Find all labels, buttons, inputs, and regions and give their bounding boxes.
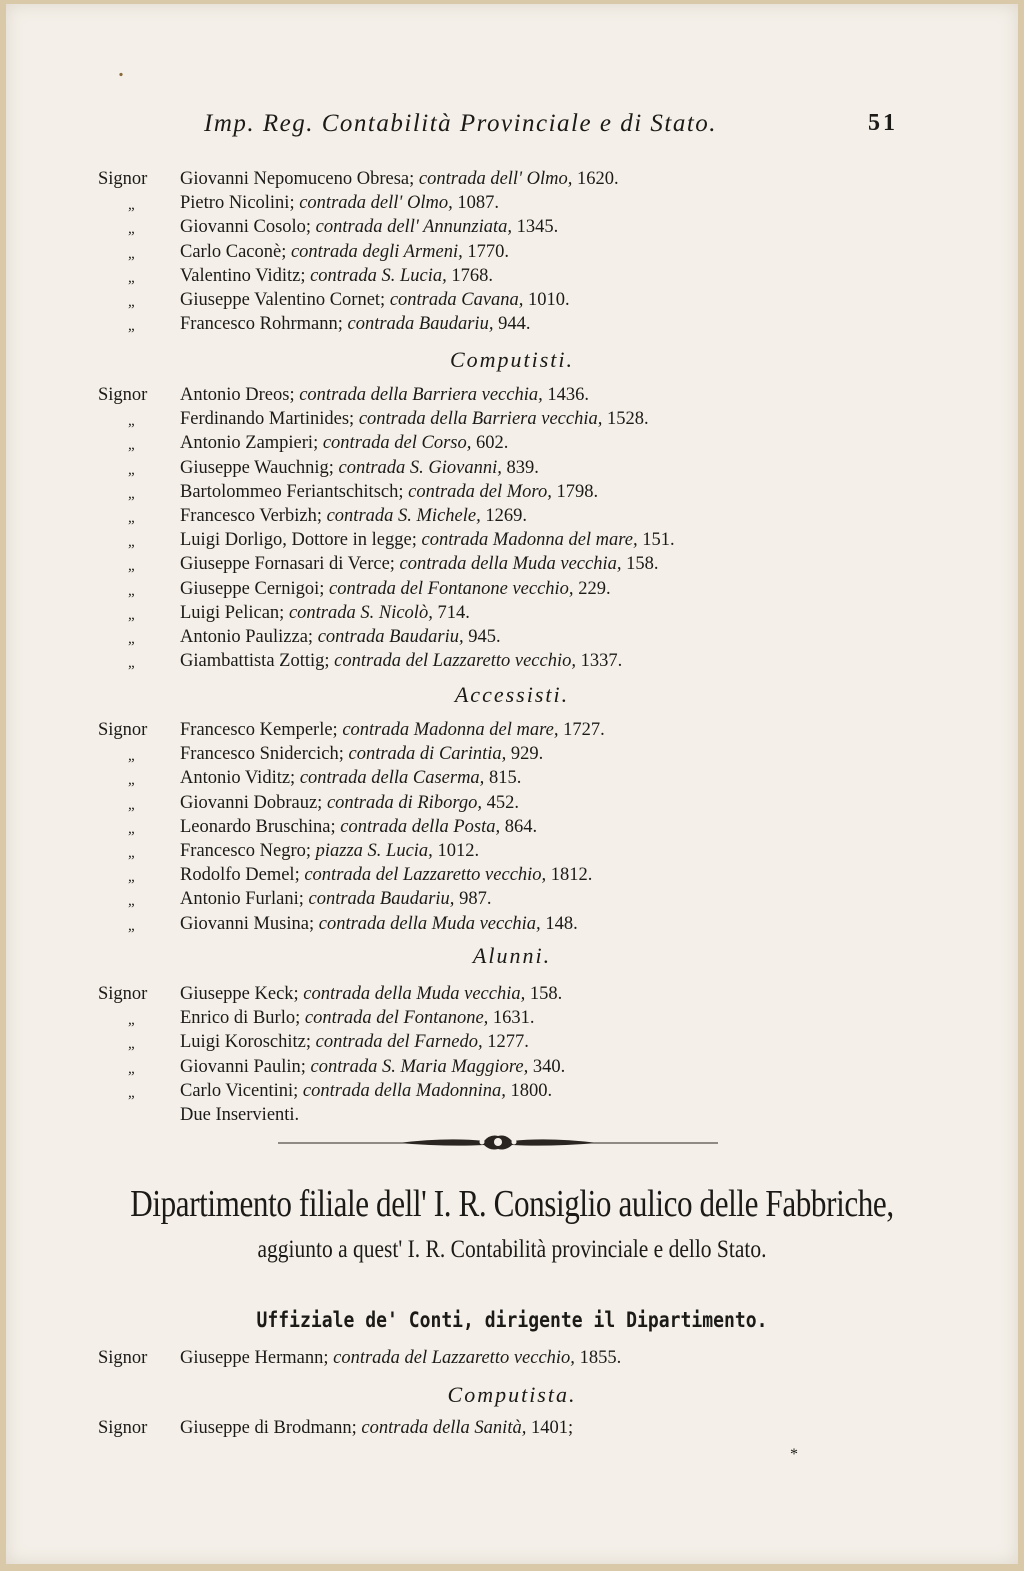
section-title: Computisti. [449,347,575,372]
address: contrada della Madonnina, [302,1080,511,1101]
address: contrada Baudariu, [347,314,499,335]
address: piazza S. Lucia, [315,841,438,861]
house-number: 1345. [516,217,559,238]
address: contrada del Moro, [408,481,557,502]
house-number: 1727. [563,720,605,740]
row-prefix: „ [128,606,135,623]
house-number: 1768. [451,265,494,286]
ink-mark: • [115,67,126,84]
address: contrada dell' Annunziata, [315,217,517,238]
house-number: 839. [506,457,539,478]
address: contrada di Carintia, [348,744,511,765]
row-prefix: „ [128,631,135,647]
section-title: Accessisti. [454,682,570,707]
row-prefix: „ [128,1012,135,1029]
row-prefix: „ [128,1084,135,1101]
address: contrada della Caserma, [299,768,489,789]
person-name: Rodolfo Demel; [180,865,305,886]
house-number: 815. [488,768,522,789]
department-subtitle: aggiunto a quest' I. R. Contabilità provinciale e dello Stato. [257,1236,767,1263]
address: contrada del Lazzaretto vecchio, [334,651,581,672]
person-name: Antonio Dreos; [180,385,300,405]
house-number: 158. [626,554,659,575]
row-prefix: „ [128,485,135,502]
person-name: Francesco Kemperle; [180,720,343,740]
header-title: Imp. Reg. Contabilità Provinciale e di Stato. [204,110,718,137]
row-prefix: „ [128,413,135,430]
address: contrada S. Giovanni, [338,457,507,478]
row-prefix: „ [128,534,135,551]
row-prefix: „ [128,869,135,886]
book-page [6,4,1018,1564]
person-name: Luigi Dorligo, Dottore in legge; [180,530,422,551]
person-name: Due Inservienti. [180,1105,300,1125]
address: contrada della Posta, [340,816,505,837]
row-prefix: „ [128,820,135,837]
row-prefix: „ [128,772,135,789]
address: contrada degli Armeni, [290,241,468,262]
address: contrada Madonna del mare, [421,530,643,551]
person-name: Ferdinando Martinides; [180,409,359,430]
address: contrada S. Maria Maggiore, [310,1056,533,1077]
address: contrada dell' Olmo, [418,169,578,189]
house-number: 1269. [485,506,527,526]
person-name: Valentino Viditz; [180,265,311,286]
row-prefix: „ [128,461,135,478]
house-number: 1087. [457,193,499,214]
address: contrada del Fontanone vecchio, [329,578,579,599]
house-number: 1620. [577,169,619,189]
row-prefix: „ [128,796,135,813]
person-name: Francesco Negro; [180,841,316,861]
house-number: 1812. [550,865,593,886]
row-prefix: Signor [98,169,148,189]
address: contrada S. Nicolò, [288,602,438,623]
row-prefix: „ [128,437,135,454]
address: contrada del Lazzaretto vecchio, [333,1348,580,1368]
row-prefix: „ [128,269,135,286]
house-number: 1800. [510,1080,553,1101]
row-prefix: „ [128,1060,135,1077]
house-number: 714. [437,602,470,623]
person-name: Giuseppe Fornasari di Verce; [180,554,400,575]
house-number: 1337. [580,651,623,672]
house-number: 1012. [437,841,480,861]
department-title: Dipartimento filiale dell' I. R. Consiglio aulico delle Fabbriche, [130,1183,894,1225]
house-number: 864. [504,816,538,837]
address: contrada del Lazzaretto vecchio, [304,865,551,886]
house-number: 1631. [492,1008,535,1029]
house-number: 1277. [487,1032,529,1053]
address: contrada del Corso, [322,433,476,454]
person-name: Antonio Furlani; [180,889,309,910]
row-prefix: „ [128,245,135,262]
row-prefix: „ [128,748,135,765]
house-number: 929. [510,744,544,765]
address: contrada del Fontanone, [304,1008,493,1029]
row-prefix: „ [128,294,135,310]
row-prefix: Signor [98,1418,148,1438]
ornament-divider [278,1130,718,1152]
person-name: Pietro Nicolini; [180,193,300,214]
person-name: Giambattista Zottig; [180,651,335,672]
person-name: Giuseppe Hermann; [180,1348,334,1368]
address: contrada Baudariu, [308,889,460,910]
address: contrada Madonna del mare, [342,720,564,740]
person-name: Giovanni Musina; [180,913,319,934]
person-name: Antonio Paulizza; [180,627,318,647]
row-prefix: „ [128,197,135,214]
address: contrada della Muda vecchia, [399,554,627,575]
house-number: 602. [475,433,509,454]
row-prefix: „ [128,558,135,575]
person-name: Giuseppe Keck; [180,984,304,1004]
house-number: 945. [468,627,501,647]
footer-mark: * [790,1446,798,1463]
running-header [6,110,1018,144]
house-number: 340. [532,1056,566,1077]
address: contrada della Muda vecchia, [303,984,530,1004]
address: contrada Baudariu, [317,627,469,647]
row-prefix: „ [128,845,135,861]
section-title: Alunni. [472,943,552,968]
address: contrada della Muda vecchia, [318,913,546,934]
house-number: 158. [529,984,563,1004]
person-name: Francesco Sniderсich; [180,744,349,765]
row-prefix: „ [128,510,135,526]
person-name: Antonio Viditz; [180,768,300,789]
address: contrada della Sanità, [361,1418,531,1438]
row-prefix: Signor [98,385,148,405]
address: contrada della Barriera vecchia, [358,409,607,430]
address: contrada del Farnedo, [315,1032,488,1053]
house-number: 1798. [556,481,599,502]
computista-title: Computista. [447,1382,577,1407]
house-number: 1528. [606,409,649,430]
address: contrada S. Lucia, [310,265,452,286]
person-name: Giovanni Nepomuceno Obresa; [180,169,419,189]
person-name: Francesco Rohrmann; [180,314,348,335]
address: contrada dell' Olmo, [299,193,458,214]
person-name: Francesco Verbizh; [180,506,327,526]
person-name: Giuseppe Valentino Cornet; [180,290,390,310]
person-name: Bartolommeo Feriantschitsch; [180,481,409,502]
row-prefix: „ [128,1036,135,1053]
person-name: Leonardo Bruschina; [180,816,341,837]
row-prefix: Signor [98,1348,148,1368]
person-name: Carlo Vicentini; [180,1080,303,1101]
person-name: Giovanni Dobrauz; [180,792,327,813]
house-number: 1401; [530,1418,574,1438]
page-number: 51 [868,110,898,136]
house-number: 1436. [547,385,589,405]
address: contrada della Barriera vecchia, [299,385,548,405]
person-name: Luigi Koroschitz; [180,1032,316,1053]
row-prefix: „ [128,917,135,934]
house-number: 229. [578,578,611,599]
house-number: 151. [642,530,675,551]
address: contrada S. Michele, [326,506,486,526]
house-number: 944. [498,314,531,335]
house-number: 1770. [467,241,510,262]
person-name: Giuseppe Cernigoi; [180,578,330,599]
person-name: Giuseppe Wauchnig; [180,457,339,478]
row-prefix: „ [128,221,135,238]
person-name: Antonio Zampieri; [180,433,323,454]
house-number: 987. [459,889,492,910]
house-number: 452. [486,792,519,813]
row-prefix: Signor [98,720,148,740]
person-name: Enrico di Burlo; [180,1008,305,1029]
address: contrada Cavana, [389,290,529,310]
person-name: Carlo Caconè; [180,241,291,262]
house-number: 1010. [528,290,570,310]
person-name: Giovanni Paulin; [180,1056,311,1077]
row-prefix: Signor [98,984,148,1004]
row-prefix: „ [128,318,135,335]
person-name: Luigi Pelican; [180,602,289,623]
row-prefix: „ [128,655,135,672]
row-prefix: „ [128,582,135,599]
address: contrada di Riborgo, [326,792,487,813]
house-number: 1855. [579,1348,622,1368]
person-name: Giovanni Cosolo; [180,217,316,238]
person-name: Giuseppe di Brodmann; [180,1418,362,1438]
house-number: 148. [545,913,578,934]
row-prefix: „ [128,893,135,910]
office-title: Uffiziale de' Conti, dirigente il Dipartimento. [256,1308,768,1332]
